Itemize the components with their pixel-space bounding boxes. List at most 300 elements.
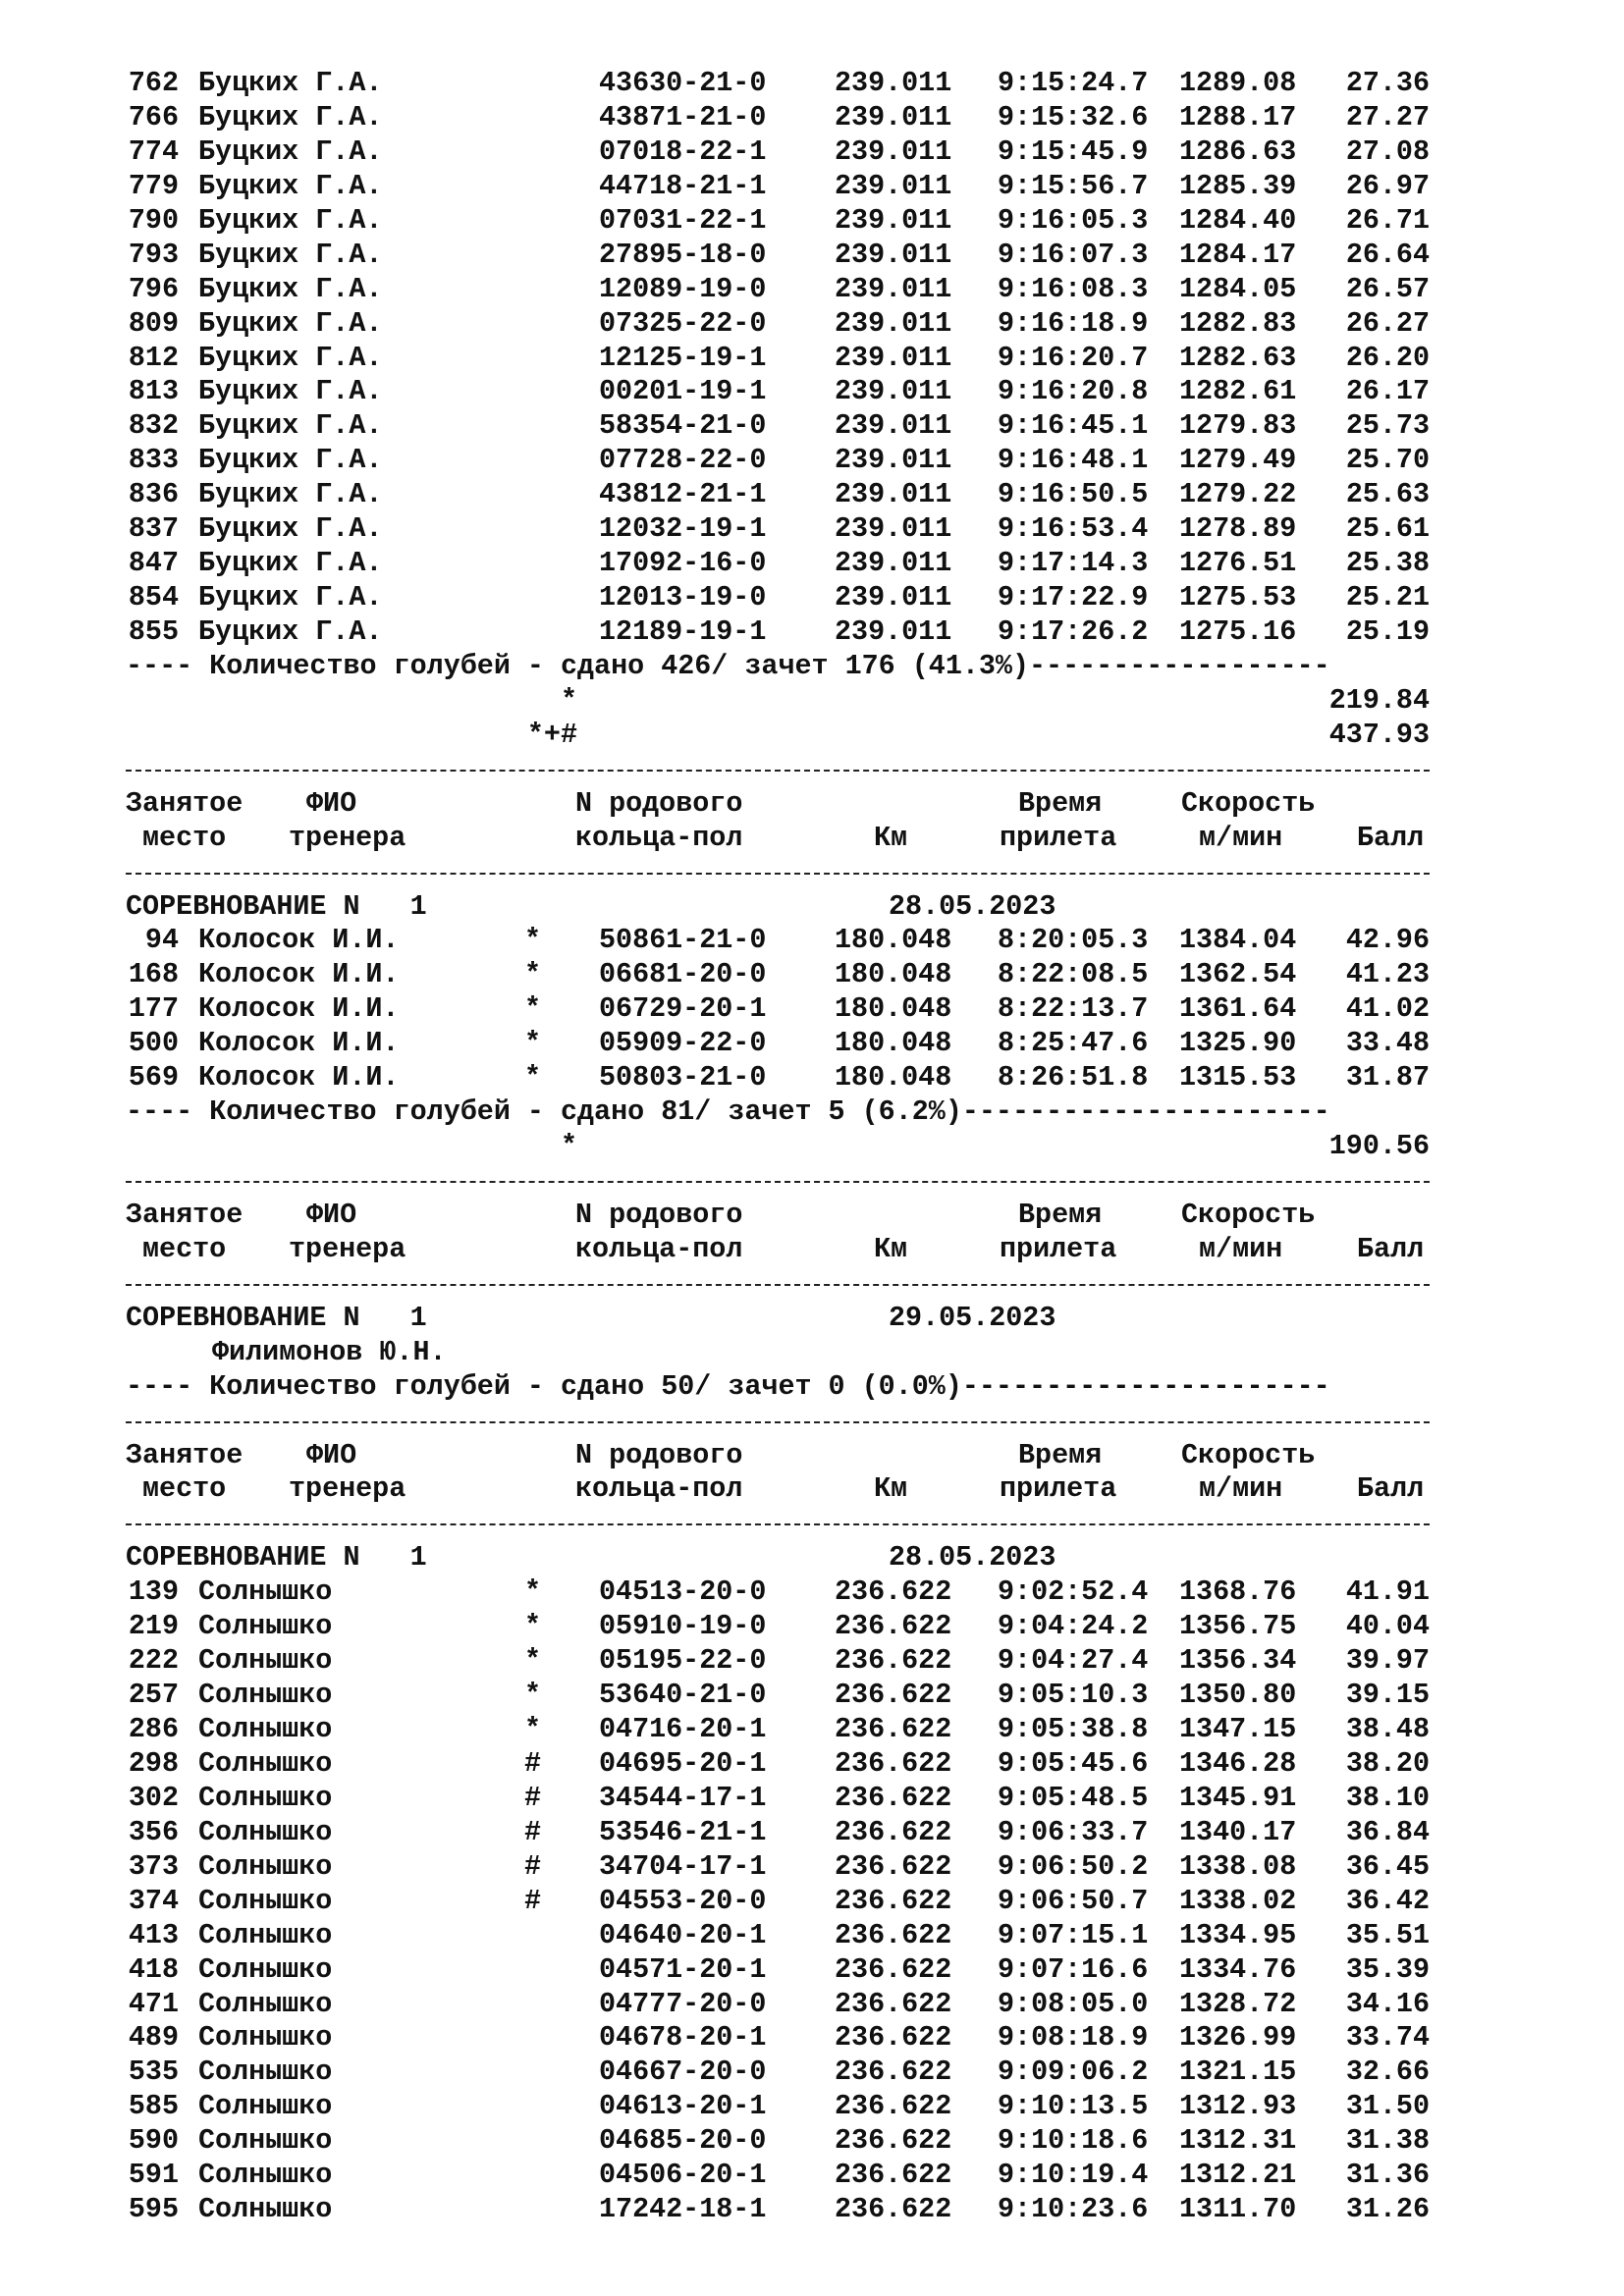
- row-ring: 50861-21-0: [599, 924, 767, 957]
- row-score: 31.26: [1345, 2193, 1430, 2226]
- result-row: [126, 342, 1579, 376]
- row-ring: 04553-20-0: [599, 1884, 767, 1917]
- row-score: 25.61: [1345, 512, 1430, 546]
- row-speed: 1286.63: [1179, 134, 1297, 168]
- row-place: 809: [128, 306, 179, 340]
- row-km: 239.011: [835, 341, 952, 374]
- row-time: 9:08:18.9: [998, 2021, 1149, 2055]
- row-place: 793: [128, 238, 179, 271]
- row-time: 9:16:20.7: [998, 341, 1149, 374]
- row-trainer: Солнышко: [198, 1987, 333, 2020]
- row-ring: 12089-19-0: [599, 272, 767, 305]
- row-trainer: Солнышко: [198, 2193, 333, 2226]
- row-km: 236.622: [835, 2021, 952, 2055]
- row-place: 591: [128, 2159, 179, 2192]
- competition-title: СОРЕВНОВАНИЕ N 1: [126, 1541, 427, 1575]
- row-score: 38.48: [1345, 1713, 1430, 1745]
- row-time: 9:09:06.2: [998, 2056, 1149, 2089]
- competition-date: 29.05.2023: [889, 1301, 1056, 1334]
- row-place: 139: [128, 1575, 179, 1609]
- row-ring: 07325-22-0: [599, 306, 767, 340]
- header-fio: ФИО: [306, 1438, 357, 1471]
- result-row: [126, 1782, 1579, 1816]
- row-place: 813: [128, 375, 179, 408]
- row-ring: 34704-17-1: [599, 1849, 767, 1883]
- row-time: 9:15:32.6: [998, 100, 1149, 133]
- row-speed: 1275.16: [1179, 615, 1297, 648]
- row-mark: #: [524, 1849, 542, 1883]
- row-speed: 1312.93: [1179, 2090, 1297, 2123]
- row-place: 569: [128, 1061, 179, 1095]
- row-score: 32.66: [1345, 2056, 1430, 2089]
- column-header-line-1: [126, 787, 1579, 822]
- row-km: 236.622: [835, 1918, 952, 1951]
- row-time: 9:08:05.0: [998, 1987, 1149, 2020]
- header-km: Км: [874, 1232, 908, 1265]
- row-trainer: Буцких Г.А.: [198, 169, 383, 202]
- row-km: 236.622: [835, 2159, 952, 2192]
- row-km: 239.011: [835, 134, 952, 168]
- row-speed: 1362.54: [1179, 958, 1297, 991]
- header-speed-2: м/мин: [1199, 1232, 1283, 1265]
- row-score: 25.19: [1345, 615, 1430, 648]
- row-trainer: Буцких Г.А.: [198, 100, 383, 133]
- row-km: 180.048: [835, 958, 952, 991]
- row-speed: 1346.28: [1179, 1746, 1297, 1780]
- row-score: 38.10: [1345, 1781, 1430, 1814]
- row-time: 9:16:05.3: [998, 203, 1149, 237]
- row-km: 236.622: [835, 2193, 952, 2226]
- column-header-line-2: [126, 1233, 1579, 1267]
- row-score: 25.21: [1345, 581, 1430, 614]
- row-speed: 1312.21: [1179, 2159, 1297, 2192]
- row-score: 36.84: [1345, 1815, 1430, 1848]
- row-time: 9:17:22.9: [998, 581, 1149, 614]
- summary-text: ---- Количество голубей - сдано 81/ зачет 5 (6.2%)----------------------: [126, 1095, 1330, 1129]
- row-speed: 1275.53: [1179, 581, 1297, 614]
- row-ring: 07031-22-1: [599, 203, 767, 237]
- row-ring: 12013-19-0: [599, 581, 767, 614]
- row-time: 9:16:18.9: [998, 306, 1149, 340]
- summary-line: [126, 1095, 1579, 1130]
- row-trainer: Солнышко: [198, 1575, 333, 1609]
- row-mark: *: [524, 992, 542, 1026]
- row-km: 239.011: [835, 375, 952, 408]
- row-time: 8:22:13.7: [998, 992, 1149, 1026]
- row-ring: 00201-19-1: [599, 375, 767, 408]
- competition-title: СОРЕВНОВАНИЕ N 1: [126, 889, 427, 923]
- dashed-separator: [126, 1405, 1579, 1439]
- row-mark: *: [524, 1027, 542, 1060]
- row-place: 595: [128, 2193, 179, 2226]
- row-ring: 50803-21-0: [599, 1061, 767, 1095]
- row-time: 9:07:16.6: [998, 1952, 1149, 1986]
- row-time: 9:10:18.6: [998, 2124, 1149, 2158]
- row-ring: 04667-20-0: [599, 2056, 767, 2089]
- row-speed: 1356.34: [1179, 1644, 1297, 1678]
- row-km: 236.622: [835, 2090, 952, 2123]
- row-time: 9:06:50.7: [998, 1884, 1149, 1917]
- row-place: 222: [128, 1644, 179, 1678]
- header-ring-2: кольца-пол: [575, 1232, 743, 1265]
- row-km: 239.011: [835, 581, 952, 614]
- row-trainer: Колосок И.И.: [198, 1027, 400, 1060]
- total-line: [126, 684, 1579, 719]
- header-time-2: прилета: [1000, 1472, 1117, 1506]
- row-place: 590: [128, 2124, 179, 2158]
- row-trainer: Буцких Г.А.: [198, 306, 383, 340]
- row-time: 9:17:14.3: [998, 547, 1149, 580]
- row-place: 812: [128, 341, 179, 374]
- result-row: [126, 409, 1579, 444]
- row-km: 236.622: [835, 1679, 952, 1712]
- row-time: 9:02:52.4: [998, 1575, 1149, 1609]
- total-value: 437.93: [1328, 718, 1430, 751]
- row-speed: 1361.64: [1179, 992, 1297, 1026]
- dashed-separator: [126, 1507, 1579, 1541]
- row-place: 855: [128, 615, 179, 648]
- row-speed: 1284.05: [1179, 272, 1297, 305]
- summary-text: ---- Количество голубей - сдано 426/ зачет 176 (41.3%)------------------: [126, 649, 1330, 682]
- row-speed: 1315.53: [1179, 1061, 1297, 1095]
- row-time: 9:05:10.3: [998, 1679, 1149, 1712]
- row-km: 239.011: [835, 444, 952, 477]
- row-trainer: Буцких Г.А.: [198, 478, 383, 511]
- row-speed: 1289.08: [1179, 67, 1297, 99]
- row-trainer: Солнышко: [198, 1610, 333, 1643]
- row-km: 180.048: [835, 992, 952, 1026]
- dashed-separator: [126, 856, 1579, 890]
- result-row: [126, 1885, 1579, 1919]
- row-score: 31.36: [1345, 2159, 1430, 2192]
- row-ring: 12125-19-1: [599, 341, 767, 374]
- row-mark: *: [524, 1061, 542, 1095]
- row-mark: *: [524, 1575, 542, 1609]
- row-trainer: Солнышко: [198, 2090, 333, 2123]
- row-ring: 04571-20-1: [599, 1952, 767, 1986]
- header-km: Км: [874, 1472, 908, 1506]
- row-ring: 05910-19-0: [599, 1610, 767, 1643]
- result-row: [126, 101, 1579, 135]
- header-speed: Скорость: [1181, 786, 1316, 820]
- row-place: 177: [128, 992, 179, 1026]
- header-speed-2: м/мин: [1199, 821, 1283, 854]
- row-trainer: Буцких Г.А.: [198, 341, 383, 374]
- row-km: 236.622: [835, 1952, 952, 1986]
- row-place: 500: [128, 1027, 179, 1060]
- result-row: [126, 1850, 1579, 1885]
- row-time: 8:26:51.8: [998, 1061, 1149, 1095]
- row-ring: 04716-20-1: [599, 1713, 767, 1745]
- row-score: 31.87: [1345, 1061, 1430, 1095]
- row-time: 9:16:45.1: [998, 409, 1149, 443]
- row-score: 41.91: [1345, 1575, 1430, 1609]
- row-ring: 05909-22-0: [599, 1027, 767, 1060]
- row-speed: 1282.63: [1179, 341, 1297, 374]
- header-ring: N родового: [575, 786, 743, 820]
- row-speed: 1276.51: [1179, 547, 1297, 580]
- row-time: 9:10:23.6: [998, 2193, 1149, 2226]
- row-km: 236.622: [835, 1713, 952, 1745]
- dashed-separator: [126, 1267, 1579, 1302]
- row-time: 9:05:38.8: [998, 1713, 1149, 1745]
- row-time: 9:16:48.1: [998, 444, 1149, 477]
- row-trainer: Солнышко: [198, 2056, 333, 2089]
- row-km: 239.011: [835, 203, 952, 237]
- row-trainer: Буцких Г.А.: [198, 238, 383, 271]
- row-speed: 1334.76: [1179, 1952, 1297, 1986]
- row-score: 41.23: [1345, 958, 1430, 991]
- row-time: 9:16:20.8: [998, 375, 1149, 408]
- competition-line: [126, 1541, 1579, 1575]
- row-trainer: Солнышко: [198, 1815, 333, 1848]
- row-time: 9:16:53.4: [998, 512, 1149, 546]
- result-row: [126, 307, 1579, 342]
- row-place: 413: [128, 1918, 179, 1951]
- row-trainer: Солнышко: [198, 1679, 333, 1712]
- row-score: 26.71: [1345, 203, 1430, 237]
- row-ring: 06729-20-1: [599, 992, 767, 1026]
- trainer-line: [126, 1336, 1579, 1370]
- row-km: 239.011: [835, 100, 952, 133]
- row-ring: 04777-20-0: [599, 1987, 767, 2020]
- row-trainer: Буцких Г.А.: [198, 444, 383, 477]
- header-speed: Скорость: [1181, 1438, 1316, 1471]
- row-speed: 1279.83: [1179, 409, 1297, 443]
- row-km: 239.011: [835, 512, 952, 546]
- row-mark: *: [524, 1644, 542, 1678]
- row-score: 39.97: [1345, 1644, 1430, 1678]
- row-speed: 1311.70: [1179, 2193, 1297, 2226]
- row-ring: 12032-19-1: [599, 512, 767, 546]
- row-score: 34.16: [1345, 1987, 1430, 2020]
- row-score: 36.42: [1345, 1884, 1430, 1917]
- row-score: 31.38: [1345, 2124, 1430, 2158]
- row-km: 239.011: [835, 547, 952, 580]
- row-trainer: Колосок И.И.: [198, 924, 400, 957]
- competition-title: СОРЕВНОВАНИЕ N 1: [126, 1301, 427, 1334]
- result-row: [126, 1679, 1579, 1713]
- result-row: [126, 1816, 1579, 1850]
- row-km: 236.622: [835, 1781, 952, 1814]
- row-km: 236.622: [835, 1815, 952, 1848]
- row-time: 9:15:24.7: [998, 67, 1149, 99]
- row-place: 374: [128, 1884, 179, 1917]
- column-header-line-2: [126, 1472, 1579, 1507]
- row-trainer: Буцких Г.А.: [198, 547, 383, 580]
- row-km: 236.622: [835, 1884, 952, 1917]
- row-mark: *: [524, 1713, 542, 1745]
- row-speed: 1368.76: [1179, 1575, 1297, 1609]
- row-trainer: Колосок И.И.: [198, 958, 400, 991]
- result-row: [126, 547, 1579, 581]
- total-label: *+#: [526, 718, 577, 751]
- row-trainer: Буцких Г.А.: [198, 409, 383, 443]
- row-ring: 06681-20-0: [599, 958, 767, 991]
- header-fio: ФИО: [306, 1198, 357, 1231]
- row-ring: 17092-16-0: [599, 547, 767, 580]
- row-ring: 04613-20-1: [599, 2090, 767, 2123]
- row-trainer: Колосок И.И.: [198, 992, 400, 1026]
- row-score: 26.64: [1345, 238, 1430, 271]
- row-trainer: Солнышко: [198, 1713, 333, 1745]
- row-km: 180.048: [835, 1027, 952, 1060]
- row-place: 585: [128, 2090, 179, 2123]
- row-ring: 04685-20-0: [599, 2124, 767, 2158]
- dashed-separator: [126, 1164, 1579, 1199]
- header-place: Занятое: [126, 1198, 244, 1231]
- row-trainer: Солнышко: [198, 1781, 333, 1814]
- row-ring: 27895-18-0: [599, 238, 767, 271]
- row-mark: *: [524, 924, 542, 957]
- row-score: 26.27: [1345, 306, 1430, 340]
- total-value: 190.56: [1328, 1130, 1430, 1163]
- header-score: Балл: [1357, 821, 1425, 854]
- row-speed: 1328.72: [1179, 1987, 1297, 2020]
- row-trainer: Буцких Г.А.: [198, 67, 383, 99]
- header-time-2: прилета: [1000, 1232, 1117, 1265]
- competition-line: [126, 1302, 1579, 1336]
- result-row: [126, 1747, 1579, 1782]
- total-line: [126, 719, 1579, 753]
- result-row: [126, 2159, 1579, 2193]
- row-time: 9:04:27.4: [998, 1644, 1149, 1678]
- total-label: *: [560, 1130, 577, 1163]
- row-speed: 1279.49: [1179, 444, 1297, 477]
- row-place: 219: [128, 1610, 179, 1643]
- row-mark: *: [524, 1610, 542, 1643]
- result-row: [126, 273, 1579, 307]
- header-time-2: прилета: [1000, 821, 1117, 854]
- row-km: 239.011: [835, 67, 952, 99]
- row-speed: 1321.15: [1179, 2056, 1297, 2089]
- row-place: 168: [128, 958, 179, 991]
- row-place: 257: [128, 1679, 179, 1712]
- row-speed: 1334.95: [1179, 1918, 1297, 1951]
- row-speed: 1282.83: [1179, 306, 1297, 340]
- result-row: [126, 2193, 1579, 2227]
- result-row: [126, 924, 1579, 958]
- row-trainer: Солнышко: [198, 2021, 333, 2055]
- row-trainer: Буцких Г.А.: [198, 375, 383, 408]
- result-row: [126, 170, 1579, 204]
- result-row: [126, 958, 1579, 992]
- row-score: 25.63: [1345, 478, 1430, 511]
- row-km: 236.622: [835, 1746, 952, 1780]
- result-row: [126, 2056, 1579, 2090]
- row-ring: 05195-22-0: [599, 1644, 767, 1678]
- total-label: *: [560, 683, 577, 717]
- header-score: Балл: [1357, 1472, 1425, 1506]
- row-km: 236.622: [835, 1644, 952, 1678]
- row-km: 239.011: [835, 478, 952, 511]
- row-km: 180.048: [835, 1061, 952, 1095]
- row-score: 35.39: [1345, 1952, 1430, 1986]
- row-trainer: Солнышко: [198, 1884, 333, 1917]
- result-row: [126, 1919, 1579, 1953]
- row-place: 418: [128, 1952, 179, 1986]
- row-km: 239.011: [835, 306, 952, 340]
- row-speed: 1350.80: [1179, 1679, 1297, 1712]
- row-trainer: Буцких Г.А.: [198, 272, 383, 305]
- row-km: 236.622: [835, 1610, 952, 1643]
- row-score: 25.70: [1345, 444, 1430, 477]
- dashed-separator: [126, 753, 1579, 787]
- competition-line: [126, 890, 1579, 925]
- row-speed: 1285.39: [1179, 169, 1297, 202]
- row-place: 471: [128, 1987, 179, 2020]
- header-place-2: место: [142, 1232, 227, 1265]
- row-km: 239.011: [835, 615, 952, 648]
- row-score: 25.38: [1345, 547, 1430, 580]
- row-km: 236.622: [835, 2056, 952, 2089]
- row-ring: 07018-22-1: [599, 134, 767, 168]
- header-place: Занятое: [126, 1438, 244, 1471]
- result-row: [126, 2124, 1579, 2159]
- row-speed: 1279.22: [1179, 478, 1297, 511]
- row-place: 833: [128, 444, 179, 477]
- row-trainer: Буцких Г.А.: [198, 615, 383, 648]
- row-score: 27.27: [1345, 100, 1430, 133]
- row-time: 9:06:50.2: [998, 1849, 1149, 1883]
- header-place: Занятое: [126, 786, 244, 820]
- result-row: [126, 615, 1579, 650]
- result-row: [126, 1953, 1579, 1988]
- row-speed: 1312.31: [1179, 2124, 1297, 2158]
- row-km: 239.011: [835, 272, 952, 305]
- summary-text: ---- Количество голубей - сдано 50/ зачет 0 (0.0%)----------------------: [126, 1369, 1330, 1403]
- row-time: 9:10:13.5: [998, 2090, 1149, 2123]
- result-row: [126, 478, 1579, 512]
- row-ring: 34544-17-1: [599, 1781, 767, 1814]
- row-ring: 44718-21-1: [599, 169, 767, 202]
- row-place: 298: [128, 1746, 179, 1780]
- header-ring-2: кольца-пол: [575, 1472, 743, 1506]
- row-speed: 1345.91: [1179, 1781, 1297, 1814]
- row-trainer: Солнышко: [198, 2159, 333, 2192]
- row-ring: 04695-20-1: [599, 1746, 767, 1780]
- row-trainer: Буцких Г.А.: [198, 203, 383, 237]
- competition-date: 28.05.2023: [889, 889, 1056, 923]
- result-row: [126, 1061, 1579, 1095]
- result-row: [126, 1988, 1579, 2022]
- result-row: [126, 67, 1579, 101]
- row-trainer: Буцких Г.А.: [198, 512, 383, 546]
- row-score: 26.57: [1345, 272, 1430, 305]
- row-ring: 04640-20-1: [599, 1918, 767, 1951]
- row-place: 837: [128, 512, 179, 546]
- row-place: 796: [128, 272, 179, 305]
- row-score: 27.08: [1345, 134, 1430, 168]
- row-ring: 04513-20-0: [599, 1575, 767, 1609]
- result-row: [126, 1575, 1579, 1610]
- row-speed: 1326.99: [1179, 2021, 1297, 2055]
- row-score: 33.48: [1345, 1027, 1430, 1060]
- column-header-line-1: [126, 1199, 1579, 1233]
- header-fio-2: тренера: [289, 821, 406, 854]
- row-place: 302: [128, 1781, 179, 1814]
- row-score: 33.74: [1345, 2021, 1430, 2055]
- header-ring-2: кольца-пол: [575, 821, 743, 854]
- row-ring: 58354-21-0: [599, 409, 767, 443]
- row-score: 35.51: [1345, 1918, 1430, 1951]
- row-trainer: Солнышко: [198, 1644, 333, 1678]
- row-trainer: Солнышко: [198, 1849, 333, 1883]
- result-row: [126, 1713, 1579, 1747]
- row-trainer: Буцких Г.А.: [198, 134, 383, 168]
- row-km: 236.622: [835, 2124, 952, 2158]
- row-place: 489: [128, 2021, 179, 2055]
